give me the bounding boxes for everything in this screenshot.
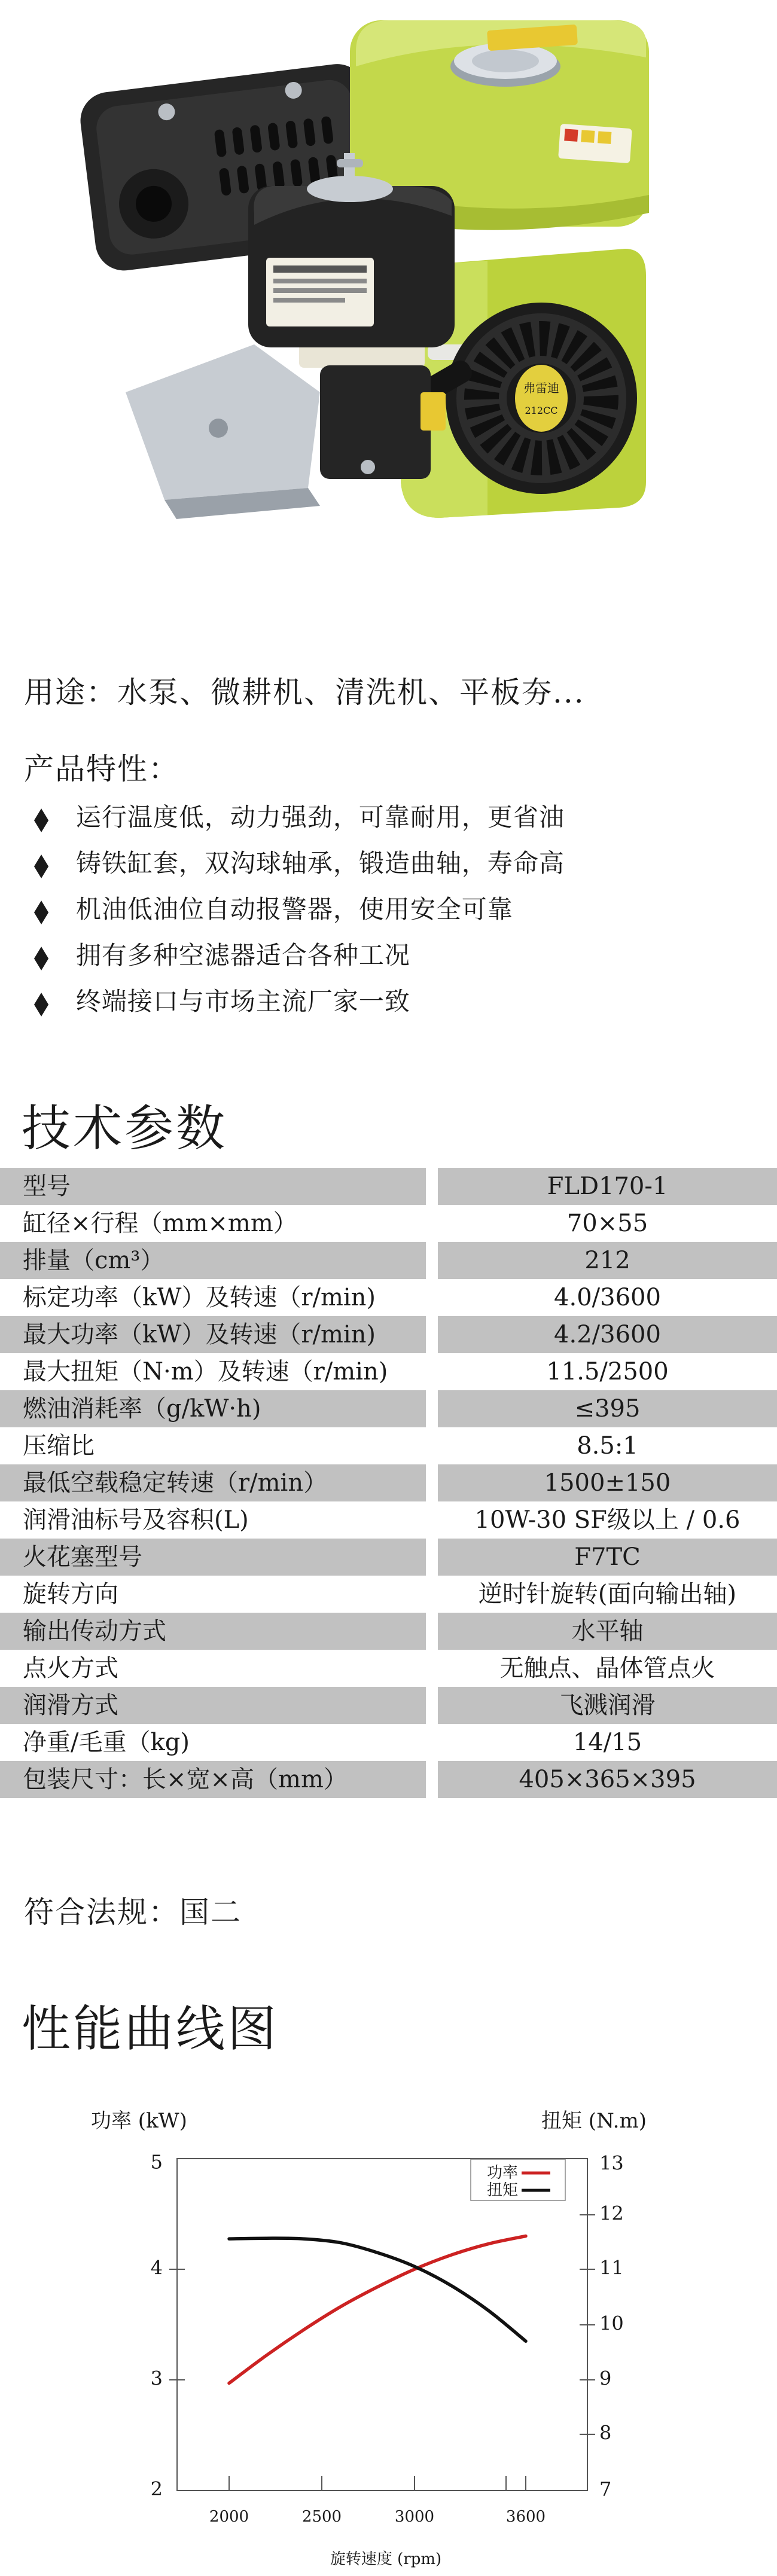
curve-torque: [229, 2238, 526, 2341]
spec-label: 型号: [0, 1168, 426, 1205]
spec-value: 11.5/2500: [546, 1358, 669, 1385]
spec-row: [0, 1613, 777, 1650]
spec-label: 点火方式: [23, 1655, 118, 1682]
spec-label: 润滑油标号及容积(L): [23, 1506, 249, 1534]
x-tick: 2000: [209, 2508, 249, 2526]
spec-value: 405×365×395: [438, 1761, 777, 1798]
left-axis-title: 功率 (kW): [91, 2109, 187, 2133]
spec-label: 标定功率（kW）及转速（r/min): [23, 1284, 376, 1311]
spec-value: 8.5:1: [577, 1432, 638, 1460]
spec-row: [0, 1539, 777, 1576]
spec-row: [0, 1205, 777, 1242]
spec-value: 212: [438, 1242, 777, 1279]
spec-label: 最大功率（kW）及转速（r/min): [0, 1316, 426, 1353]
spec-row: [0, 1316, 777, 1353]
spec-row: [0, 1464, 777, 1501]
y-right-tick: 10: [599, 2312, 624, 2335]
spec-row: [0, 1353, 777, 1390]
legend-label-power: 功率: [487, 2164, 519, 2182]
spec-row: [0, 1242, 777, 1279]
x-tick: 3000: [394, 2508, 435, 2526]
feature-item: [24, 932, 565, 978]
y-right-tick: 12: [599, 2202, 624, 2225]
spec-label: 输出传动方式: [0, 1613, 426, 1650]
performance-chart-svg: [0, 2104, 777, 2576]
diamond-bullet-icon: ◆: [33, 846, 49, 883]
x-tick: 3600: [505, 2508, 546, 2526]
y-right-tick: 9: [599, 2367, 612, 2390]
specs-heading: 技术参数: [22, 1100, 228, 1157]
curve-power: [229, 2236, 526, 2383]
spec-value: ≤395: [438, 1390, 777, 1427]
spec-value: 4.0/3600: [554, 1284, 661, 1311]
right-axis-title: 扭矩 (N.m): [541, 2109, 647, 2133]
spec-label: 旋转方向: [23, 1580, 118, 1608]
spec-row: [0, 1576, 777, 1613]
legend-label-torque: 扭矩: [487, 2181, 519, 2199]
performance-heading: 性能曲线图: [22, 2001, 279, 2058]
spec-value: 14/15: [572, 1729, 642, 1756]
spec-label: 净重/毛重（kg): [23, 1729, 190, 1756]
x-tick: 2500: [301, 2508, 342, 2526]
chart-legend: [471, 2159, 565, 2200]
spec-value: 1500±150: [438, 1464, 777, 1501]
feature-item: [24, 840, 565, 886]
spec-label: 压缩比: [23, 1432, 95, 1460]
spec-value: 飞溅润滑: [438, 1687, 777, 1724]
spec-label: 排量（cm³）: [0, 1242, 426, 1279]
spec-value: 无触点、晶体管点火: [499, 1655, 715, 1682]
feature-item: [24, 886, 565, 932]
spec-value: 逆时针旋转(面向输出轴): [478, 1580, 737, 1608]
spec-row: [0, 1279, 777, 1316]
spec-value: 10W-30 SF级以上 / 0.6: [474, 1506, 741, 1534]
feature-text: 机油低油位自动报警器，使用安全可靠: [75, 895, 513, 924]
spec-value: FLD170-1: [438, 1168, 777, 1205]
specs-table: [0, 1168, 777, 1798]
spec-label: 火花塞型号: [0, 1539, 426, 1576]
feature-list: [24, 794, 565, 1024]
spec-row: [0, 1390, 777, 1427]
spec-value: 70×55: [566, 1210, 648, 1237]
diamond-bullet-icon: ◆: [33, 984, 49, 1021]
brand-badge: [515, 365, 568, 432]
y-left-tick: 3: [150, 2367, 163, 2390]
plot-frame: [177, 2159, 587, 2490]
spec-row: [0, 1761, 777, 1798]
feature-text: 铸铁缸套，双沟球轴承，锻造曲轴，寿命高: [75, 849, 565, 878]
y-left-tick: 2: [150, 2477, 163, 2501]
mount-bracket-icon: [126, 344, 320, 519]
diamond-bullet-icon: ◆: [33, 938, 49, 975]
spec-row: [0, 1427, 777, 1464]
y-right-tick: 11: [599, 2256, 624, 2279]
y-right-tick: 7: [599, 2477, 612, 2501]
spec-row: [0, 1650, 777, 1687]
feature-text: 终端接口与市场主流厂家一致: [75, 987, 410, 1016]
spec-label: 最低空载稳定转速（r/min）: [0, 1464, 426, 1501]
caution-sticker: [421, 392, 446, 431]
feature-text: 运行温度低，动力强劲，可靠耐用，更省油: [75, 802, 565, 832]
spec-value: 4.2/3600: [438, 1316, 777, 1353]
feature-item: [24, 978, 565, 1024]
feature-text: 拥有多种空滤器适合各种工况: [75, 941, 410, 970]
spec-label: 缸径×行程（mm×mm）: [23, 1210, 297, 1237]
y-left-tick: 4: [150, 2256, 163, 2279]
spec-row: [0, 1687, 777, 1724]
chart-curves: [229, 2236, 526, 2383]
spec-row: [0, 1724, 777, 1761]
usage-text: 用途：水泵、微耕机、清洗机、平板夯...: [24, 675, 585, 710]
y-left-tick: 5: [150, 2150, 163, 2174]
features-title: 产品特性：: [24, 752, 179, 786]
spec-row: [0, 1501, 777, 1539]
diamond-bullet-icon: ◆: [33, 800, 49, 837]
spec-label: 润滑方式: [0, 1687, 426, 1724]
y-right-tick: 13: [599, 2151, 624, 2175]
engine-illustration: [69, 10, 658, 539]
spec-row: [0, 1168, 777, 1205]
product-photo: [69, 10, 658, 539]
badge-cc-text: 212CC: [525, 405, 558, 416]
spec-label: 包装尺寸：长×宽×高（mm）: [0, 1761, 426, 1798]
spec-value: F7TC: [438, 1539, 777, 1576]
diamond-bullet-icon: ◆: [33, 892, 49, 929]
spec-value: 水平轴: [438, 1613, 777, 1650]
x-axis-title: 旋转速度 (rpm): [330, 2550, 442, 2568]
badge-brand-text: 弗雷迪: [523, 381, 559, 395]
spec-label: 燃油消耗率（g/kW·h): [0, 1390, 426, 1427]
compliance-text: 符合法规：国二: [24, 1895, 242, 1930]
y-right-tick: 8: [599, 2421, 612, 2444]
performance-chart: [0, 2104, 777, 2576]
feature-item: [24, 794, 565, 840]
spec-label: 最大扭矩（N·m）及转速（r/min): [23, 1358, 388, 1385]
